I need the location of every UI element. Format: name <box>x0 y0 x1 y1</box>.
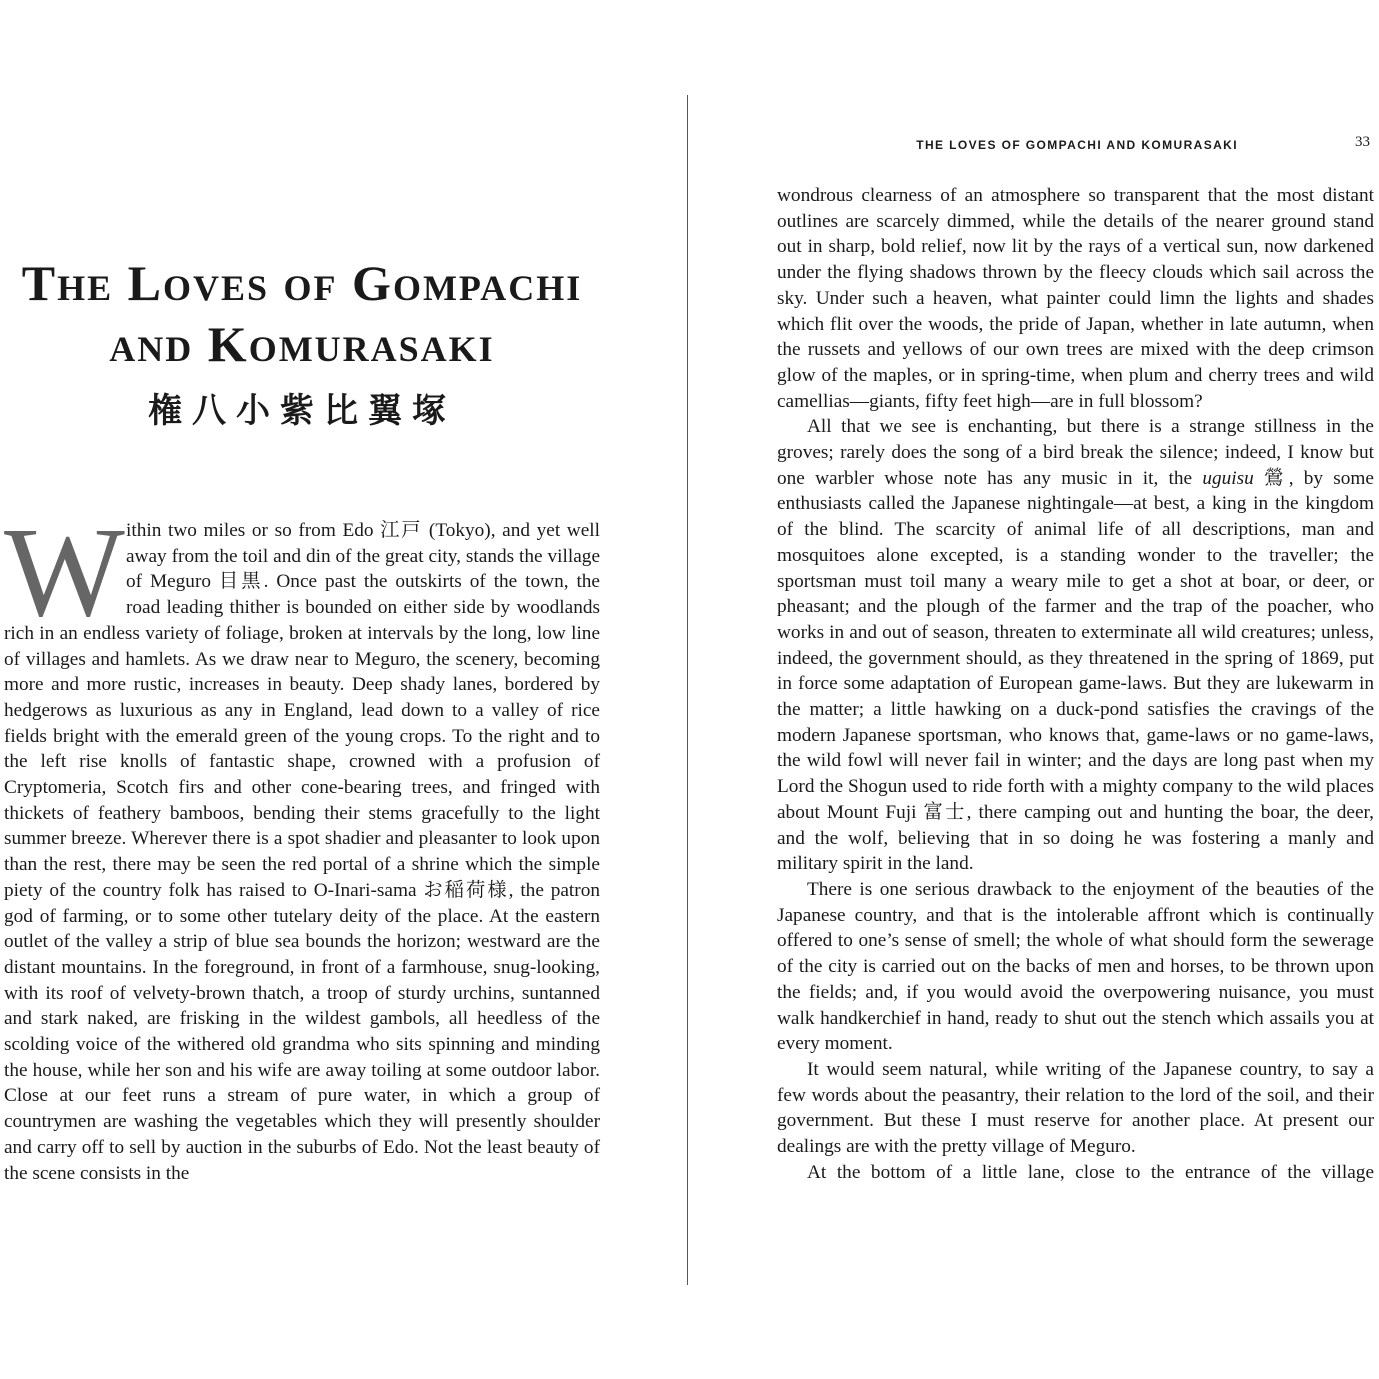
chapter-title-line-1: THE LOVES OF GOMPACHI <box>21 255 583 311</box>
right-page-body <box>777 183 1374 1185</box>
left-page-body <box>4 501 600 1186</box>
running-header <box>776 136 1374 156</box>
paragraph-5: At the bottom of a little lane, close to the entrance of the village <box>807 1161 1374 1183</box>
chapter-title-line-2: AND KOMURASAKI <box>109 316 495 372</box>
paragraph-3: There is one serious drawback to the enjoyment of the beauties of the Japanese country, and that is the intolerable affront which is continually offered to one’s sense of smell; the whole of what should form the sewerage of the city is carried out on the backs of men and horses, to be thrown upon the fields; and, if you would avoid the overpowering nuisance, you must walk handkerchief in hand, ready to shut out the stench which assails you at every moment. <box>777 878 1374 1055</box>
opening-paragraph-text: ithin two miles or so from Edo 江戸 (Tokyo), and yet well away from the toil and din of the great city, stands the village of Meguro 目黒. Once past the outskirts of the town, the road leading thither is bounded on either side by woodlands rich in an endless variety of foliage, broken at intervals by the long, low line of villages and hamlets. As we draw near to Meguro, the scenery, becoming more and more rustic, increases in beauty. Deep shady lanes, bordered by hedgerows as luxurious as any in England, lead down to a valley of rice fields bright with the emerald green of the young crops. To the right and to the left rise knolls of fantastic shape, crowned with a profusion of Cryptomeria, Scotch firs and other cone-bearing trees, and fringed with thickets of feathery bamboos, bending their stems gracefully to the light summer breeze. Wherever there is a spot shadier and pleasanter to look upon than the rest, there may be seen the red portal of a shrine which the simple piety of the country folk has raised to O-Inari-sama お稲荷様, the patron god of farming, or to some other tutelary deity of the place. At the eastern outlet of the valley a strip of blue sea bounds the horizon; westward are the distant mountains. In the foreground, in front of a farmhouse, snug-looking, with its roof of velvety-brown thatch, a troop of sturdy urchins, suntanned and stark naked, are frisking in the wildest gambols, all heedless of the scolding voice of the withered old grandma who sits spinning and minding the house, while her son and his wife are away toiling at some outdoor labor. Close at our feet runs a stream of pure water, in which a group of countrymen are washing the vegetables which they will presently shoulder and carry off to sell by auction in the suburbs of Edo. Not the least beauty of the scene consists in the <box>4 520 600 1184</box>
page-number: 33 <box>1355 134 1370 150</box>
opening-paragraph <box>4 501 600 1186</box>
drop-cap: W <box>4 501 125 643</box>
chapter-subtitle-japanese: 権八小紫比翼塚 <box>148 391 456 431</box>
paragraph-1: wondrous clearness of an atmosphere so transparent that the most distant outlines are scarcely dimmed, while the details of the nearer ground stand out in sharp, bold relief, now lit by the rays of a vertical sun, now darkened under the flying shadows thrown by the fleecy clouds which sail across the sky. Under such a heaven, what painter could limn the lights and shades which flit over the woods, the pride of Japan, whether in late autumn, when the russets and yellows of our own trees are mixed with the deep crimson glow of the maples, or in spring-time, when plum and cherry trees and wild camellias—giants, fifty feet high—are in full blossom? <box>777 185 1374 412</box>
italic-term-uguisu: uguisu <box>1202 467 1254 489</box>
paragraph-2: All that we see is enchanting, but there is a strange stillness in the groves; rarely does the song of a bird break the silence; indeed, I know but one warbler whose note has any music in it, the uguisu 鶯, by some enthusiasts called the Japanese nightingale—at best, a king in the kingdom of the blind. The scarcity of animal life of all descriptions, man and mosquitoes alone excepted, is a standing wonder to the traveller; the sportsman must toil many a weary mile to get a shot at boar, or deer, or pheasant; and the plough of the farmer and the trap of the poacher, who works in and out of season, threaten to exterminate all wild creatures; unless, indeed, the government should, as they threatened in the spring of 1869, put in force some adaptation of European game-laws. But they are lukewarm in the matter; a little hawking on a duck-pond satisfies the cravings of the modern Japanese sportsman, who knows that, game-laws or no game-laws, the wild fowl will never fail in winter; and the days are long past when my Lord the Shogun used to ride forth with a mighty company to the wild places about Mount Fuji 富士, there camping out and hunting the boar, the deer, and the wolf, believing that in so doing he was fostering a manly and military spirit in the land. <box>777 416 1374 875</box>
paragraph-4: It would seem natural, while writing of the Japanese country, to say a few words about the peasantry, their relation to the lord of the soil, and their government. But these I must reserve for another place. At present our dealings are with the pretty village of Meguro. <box>777 1058 1374 1158</box>
running-title: THE LOVES OF GOMPACHI AND KOMURASAKI <box>916 138 1238 152</box>
page-gutter-divider <box>687 95 688 1285</box>
chapter-title <box>4 255 600 377</box>
left-page-heading <box>4 255 600 432</box>
